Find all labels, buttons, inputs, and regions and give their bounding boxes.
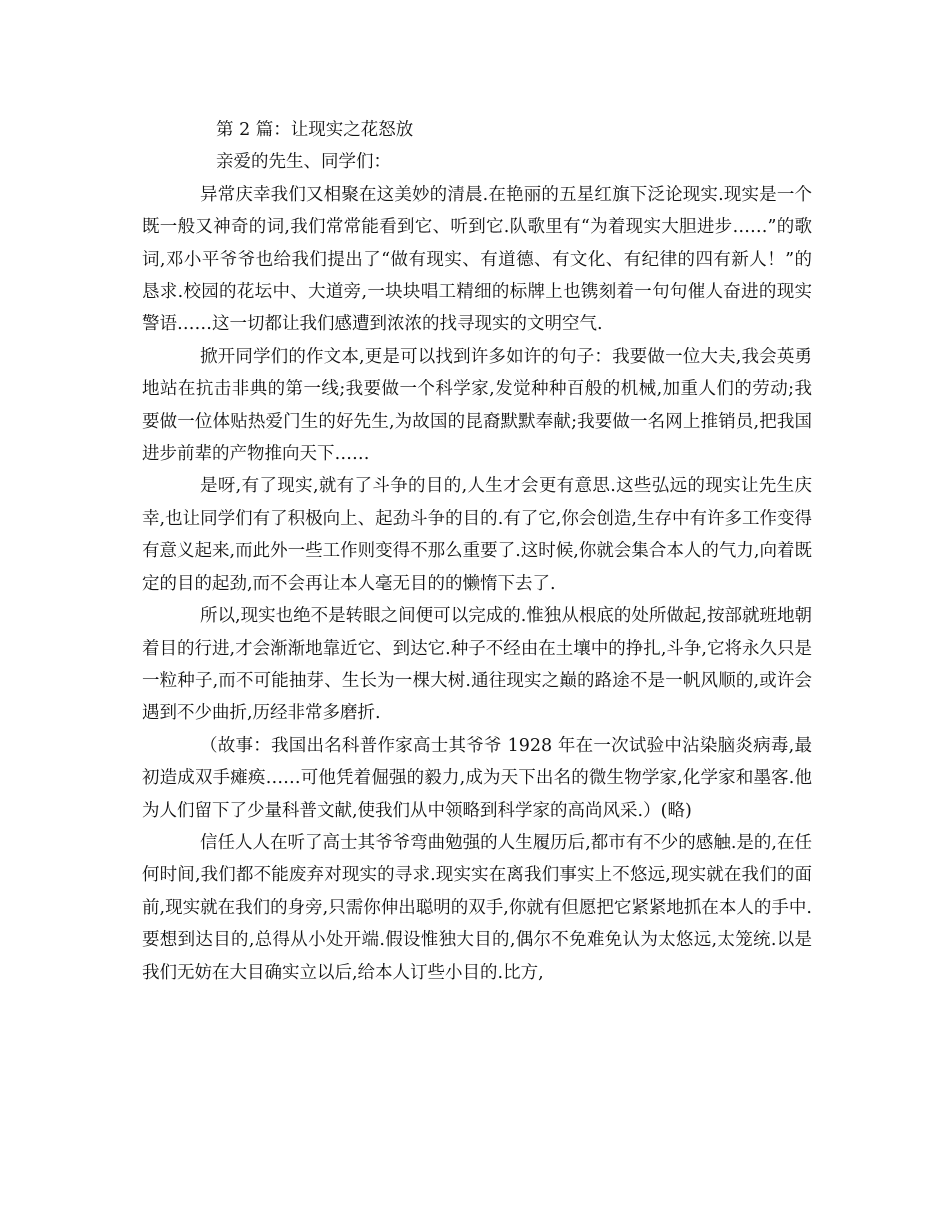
paragraph-4: 所以,现实也绝不是转眼之间便可以完成的.惟独从根底的处所做起,按部就班地朝着目的行进,才会渐渐地靠近它、到达它.种子不经由在土壤中的挣扎,斗争,它将永久只是一粒种子,而不可能抽芽、生长为一棵大树.通往现实之巅的路途不是一帆风顺的,或许会遇到不少曲折,历经非常多磨折. <box>142 606 812 724</box>
paragraph-5: （故事：我国出名科普作家高士其爷爷 1928 年在一次试验中沾染脑炎病毒,最初造成双手瘫痪……可他凭着倔强的毅力,成为天下出名的微生物学家,化学家和墨客.他为人们留下了少量科普文献,使我们从中领略到科学家的高尚风采.）(略) <box>142 735 812 821</box>
paragraph-3: 是呀,有了现实,就有了斗争的目的,人生才会更有意思.这些弘远的现实让先生庆幸,也让同学们有了积极向上、起劲斗争的目的.有了它,你会创造,生存中有许多工作变得有意义起来,而此外一些工作则变得不那么重要了.这时候,你就会集合本人的气力,向着既定的目的起劲,而不会再让本人毫无目的的懒惰下去了. <box>142 476 812 594</box>
document-greeting: 亲爱的先生、同学们： <box>216 152 391 173</box>
paragraph-6: 信任人人在听了高士其爷爷弯曲勉强的人生履历后,都市有不少的感触.是的,在任何时间,我们都不能废弃对现实的寻求.现实实在离我们事实上不悠远,现实就在我们的面前,现实就在我们的身旁,只需你伸出聪明的双手,你就有但愿把它紧紧地抓在本人的手中.要想到达目的,总得从小处开端.假设惟独大目的,偶尔不免难免认为太悠远,太笼统.以是我们无妨在大目确实立以后,给本人订些小目的.比方, <box>142 832 812 983</box>
paragraph-1: 异常庆幸我们又相聚在这美妙的清晨.在艳丽的五星红旗下泛论现实.现实是一个既一般又神奇的词,我们常常能看到它、听到它.队歌里有“为着现实大胆进步……”的歌词,邓小平爷爷也给我们提出了“做有现实、有道德、有文化、有纪律的四有新人！”的恳求.校园的花坛中、大道旁,一块块唱工精细的标牌上也镌刻着一句句催人奋进的现实警语……这一切都让我们感遭到浓浓的找寻现实的文明空气. <box>142 184 812 335</box>
document-title: 第 2 篇：让现实之花怒放 <box>216 120 414 140</box>
paragraph-2: 掀开同学们的作文本,更是可以找到许多如许的句子：我要做一位大夫,我会英勇地站在抗击非典的第一线;我要做一个科学家,发觉种种百般的机械,加重人们的劳动;我要做一位体贴热爱门生的好先生,为故国的昆裔默默奉献;我要做一名网上推销员,把我国进步前辈的产物推向天下…… <box>142 346 812 465</box>
document-body <box>142 114 812 989</box>
